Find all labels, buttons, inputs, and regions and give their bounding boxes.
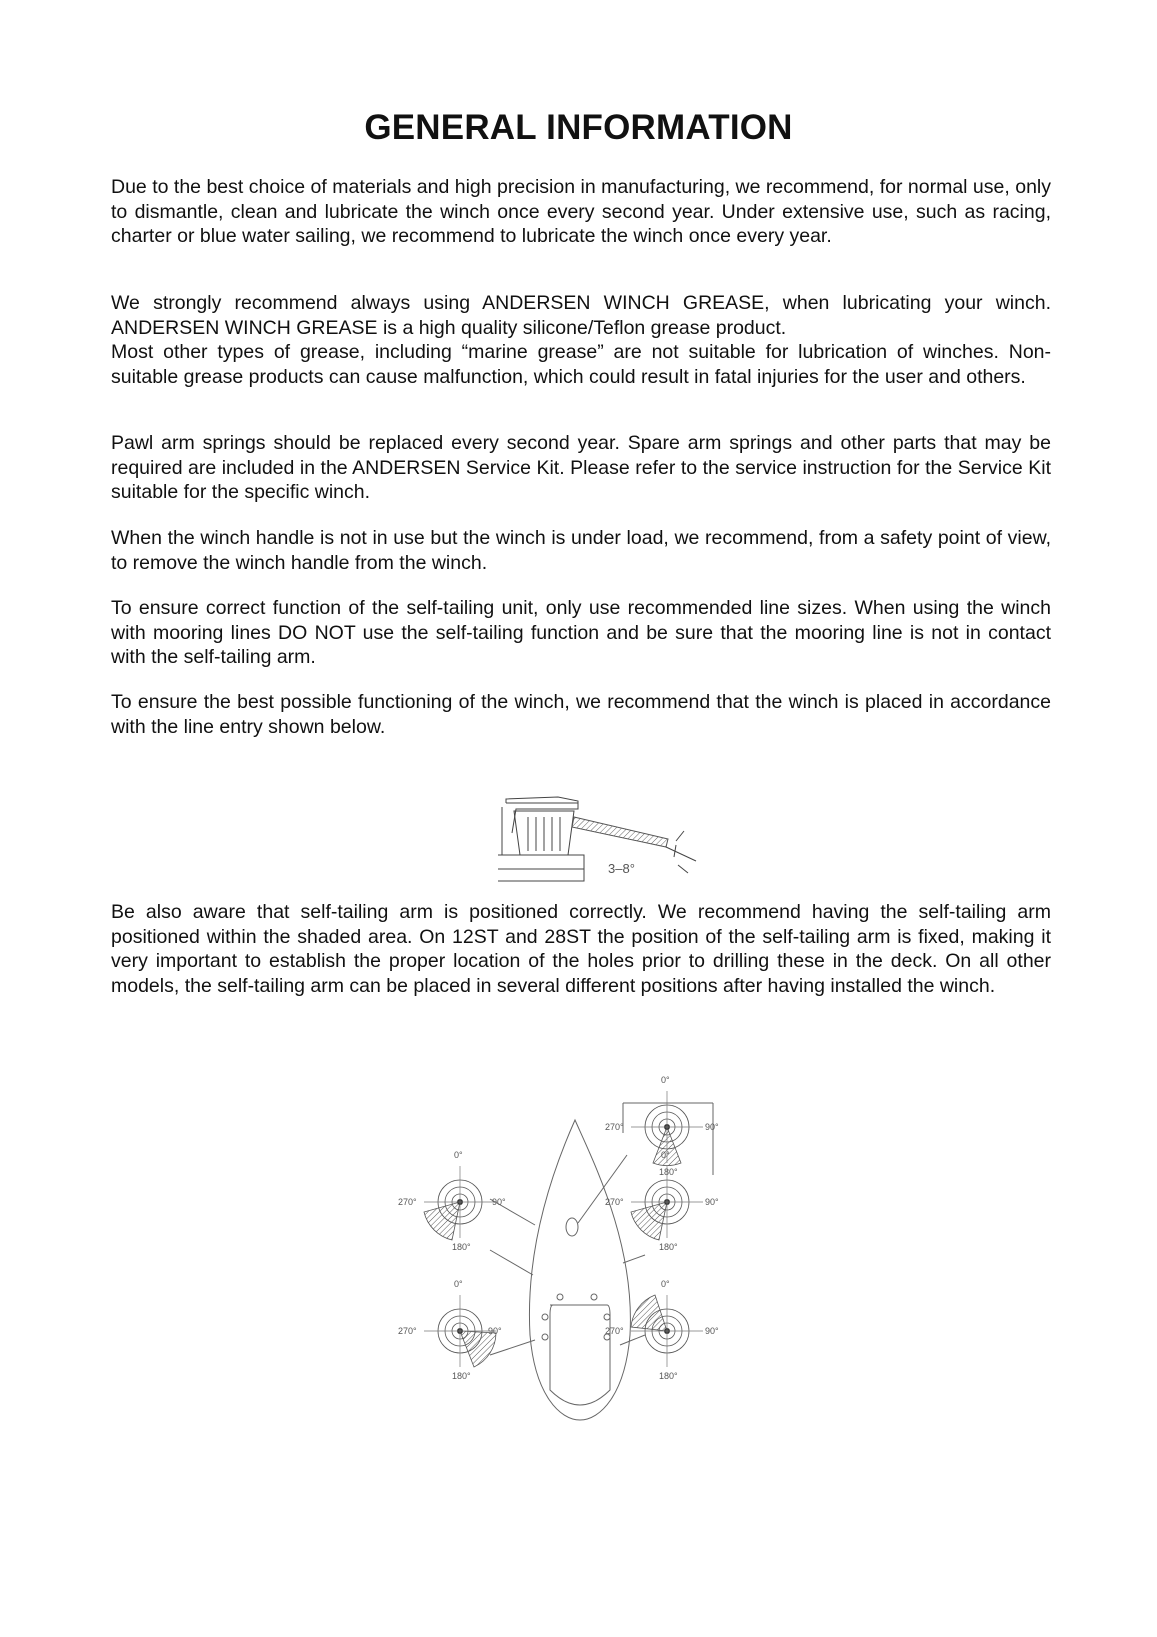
winch-diagram-right-bottom (605, 1279, 719, 1381)
paragraph-text: Pawl arm springs should be replaced every second year. Spare arm springs and other parts that may be required are included in the ANDERSEN Service Kit. Please refer to the service instruction for the Service Kit suitable for the specific winch. (111, 432, 1051, 503)
label-180-deg: 180° (659, 1371, 678, 1381)
label-0-deg: 0° (454, 1279, 463, 1289)
paragraph-text: Due to the best choice of materials and high precision in manufacturing, we recommend, for normal use, only to dismantle, clean and lubricate the winch once every second year. Under extensive use, such as racing, charter or blue water sailing, we recommend to lubricate the winch once every year. (111, 176, 1051, 247)
paragraph-winch-handle (111, 526, 1051, 575)
label-270-deg: 270° (605, 1122, 624, 1132)
label-0-deg: 0° (661, 1279, 670, 1289)
label-270-deg: 270° (398, 1197, 417, 1207)
paragraph-line-entry (111, 690, 1051, 739)
label-0-deg: 0° (454, 1150, 463, 1160)
winch-diagram-left-middle (398, 1150, 506, 1252)
label-90-deg: 90° (705, 1122, 719, 1132)
paragraph-text: Be also aware that self-tailing arm is positioned correctly. We recommend having the self-tailing arm positioned within the shaded area. On 12ST and 28ST the position of the self-tailing arm is fixed, making it very important to establish the proper location of the holes prior to drilling these in the deck. On all other models, the self-tailing arm can be placed in several different positions after having installed the winch. (111, 901, 1051, 997)
label-90-deg: 90° (492, 1197, 506, 1207)
paragraph-text: Most other types of grease, including “marine grease” are not suitable for lubrication of winches. Non-suitable grease products can cause malfunction, which could result in fatal injuries for the user and others. (111, 341, 1051, 388)
paragraph-grease (111, 291, 1051, 389)
paragraph-pawl-springs (111, 431, 1051, 505)
paragraph-arm-position (111, 900, 1051, 998)
winch-line-entry-figure (498, 793, 722, 908)
label-270-deg: 270° (605, 1326, 624, 1336)
self-tailing-arm-positions-figure (395, 1075, 775, 1445)
label-270-deg: 270° (605, 1197, 624, 1207)
paragraph-text: We strongly recommend always using ANDERSEN WINCH GREASE, when lubricating your winch. ANDERSEN WINCH GREASE is a high quality silicone/Teflon grease product. (111, 292, 1051, 339)
label-180-deg: 180° (452, 1371, 471, 1381)
label-180-deg: 180° (659, 1167, 678, 1177)
label-180-deg: 180° (659, 1242, 678, 1252)
label-90-deg: 90° (705, 1326, 719, 1336)
paragraph-self-tailing (111, 596, 1051, 670)
boat-hull-outline (490, 1120, 645, 1420)
paragraph-maintenance-interval (111, 175, 1051, 249)
angle-label: 3–8° (608, 861, 635, 876)
paragraph-text: To ensure the best possible functioning of the winch, we recommend that the winch is placed in accordance with the line entry shown below. (111, 691, 1051, 738)
paragraph-text: When the winch handle is not in use but the winch is under load, we recommend, from a safety point of view, to remove the winch handle from the winch. (111, 527, 1051, 574)
label-90-deg: 90° (705, 1197, 719, 1207)
paragraph-text: To ensure correct function of the self-tailing unit, only use recommended line sizes. When using the winch with mooring lines DO NOT use the self-tailing function and be sure that the mooring line is not in contact with the self-tailing arm. (111, 597, 1051, 668)
label-0-deg: 0° (661, 1150, 670, 1160)
winch-diagram-left-bottom (398, 1279, 502, 1381)
label-90-deg: 90° (488, 1326, 502, 1336)
label-0-deg: 0° (661, 1075, 670, 1085)
label-180-deg: 180° (452, 1242, 471, 1252)
label-270-deg: 270° (398, 1326, 417, 1336)
page-title: GENERAL INFORMATION (364, 108, 793, 147)
